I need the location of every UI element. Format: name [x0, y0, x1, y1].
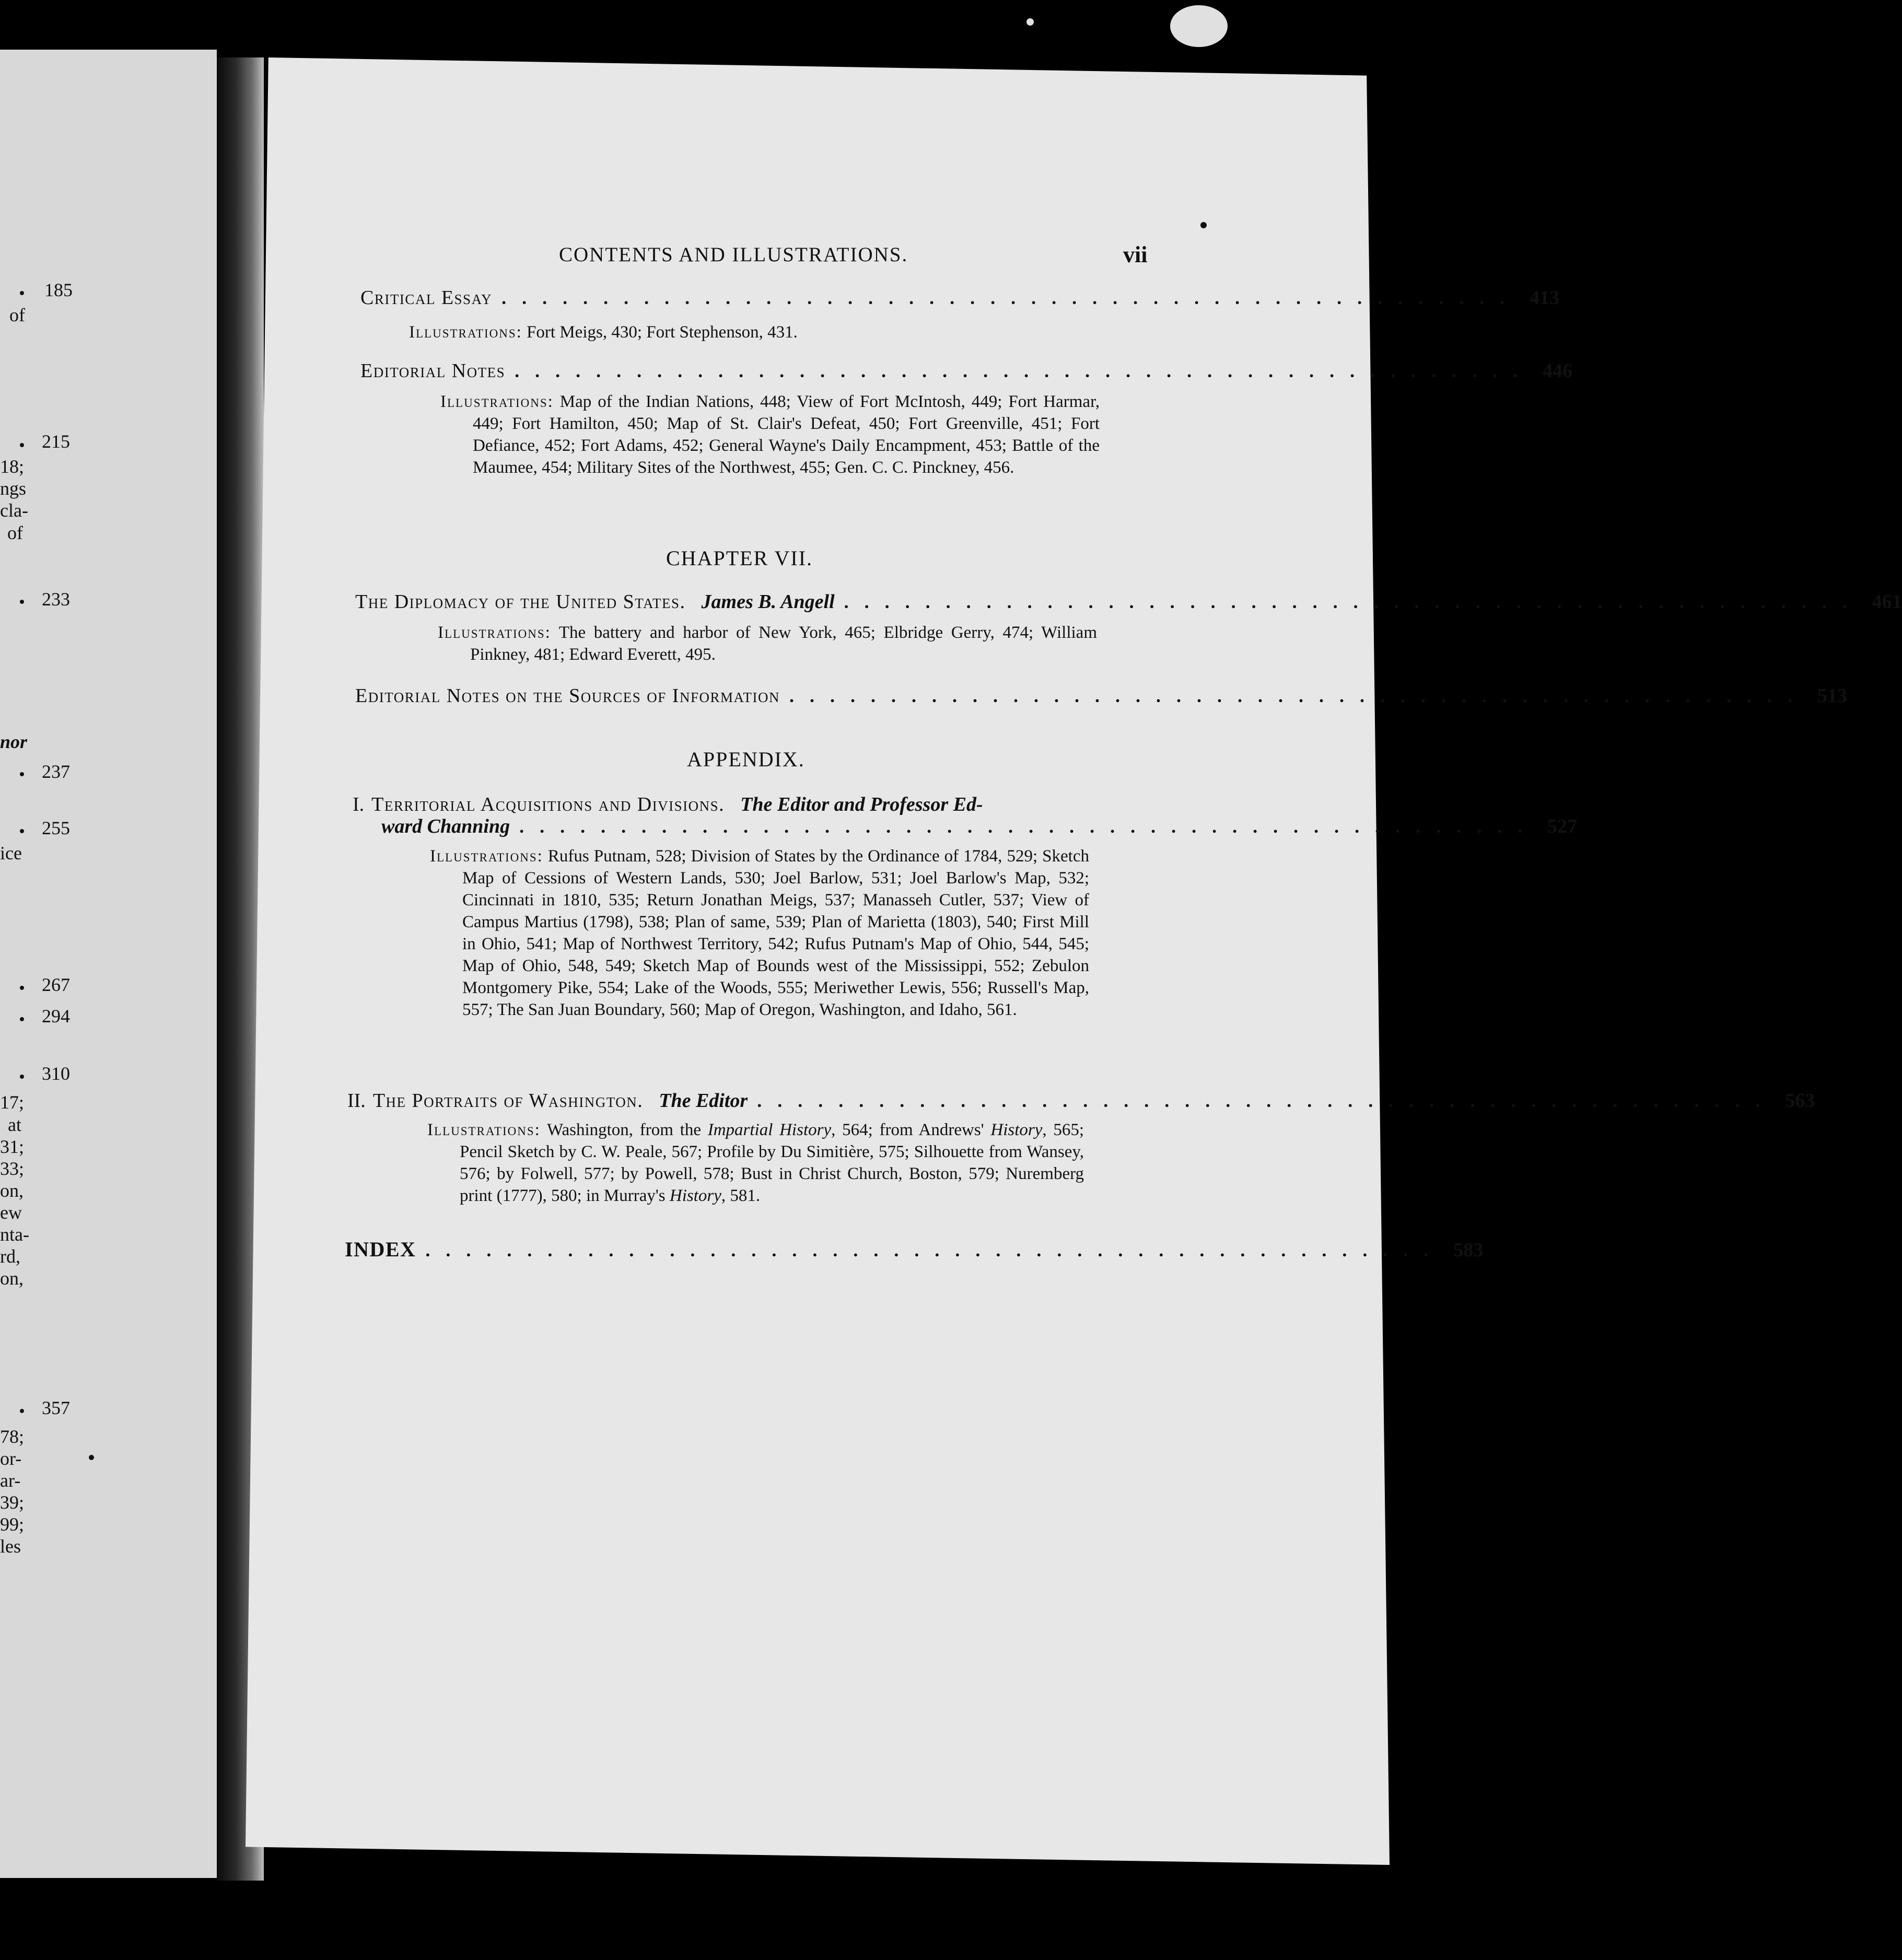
left-fragment: on,	[0, 1268, 24, 1289]
left-fragment: at	[8, 1114, 21, 1135]
illustrations-editorial-notes	[440, 391, 1100, 479]
toc-entry-territorial-line2	[381, 815, 1578, 838]
entry-title: Territorial Acquisitions and Divisions.	[371, 794, 725, 815]
illustrations-text: Rufus Putnam, 528; Division of States by the Ordinance of 1784, 529; Sketch Map of Cessions of Western Lands, 530; Joel Barlow, 531; Joel Barlow's Map, 532; Cincinnati in 1810, 535; Return Jonathan Meigs, 537; Manasseh Cutler, 537; View of Campus Martius (1798), 538; Plan of same, 539; Plan of Marietta (1803), 540; First Mill in Ohio, 541; Map of Northwest Territory, 542; Rufus Putnam's Map of Ohio, 544, 545; Map of Ohio, 548, 549; Sketch Map of Bounds west of the Mississippi, 552; Zebulon Montgomery Pike, 554; Lake of the Woods, 555; Meriwether Lewis, 556; Russell's Map, 557; The San Juan Boundary, 560; Map of Oregon, Washington, and Idaho, 561.	[462, 847, 1089, 1019]
left-fragment: 233	[42, 589, 70, 610]
left-fragment: ice	[0, 843, 22, 864]
page-number: vii	[1123, 242, 1148, 267]
entry-title: The Diplomacy of the United States.	[355, 591, 686, 613]
leader-dot	[20, 291, 24, 295]
entry-page: 527	[1547, 815, 1578, 837]
illustrations-label: Illustrations:	[438, 623, 551, 642]
entry-author: James B. Angell	[701, 591, 835, 613]
chapter-heading: CHAPTER VII.	[666, 546, 813, 570]
toc-entry-index	[345, 1237, 1484, 1262]
previous-page-edge	[0, 50, 217, 1878]
left-fragment: of	[7, 522, 23, 543]
left-fragment: 185	[44, 279, 73, 300]
illustrations-italic-title: Impartial History	[707, 1121, 832, 1139]
illustrations-italic-title: History	[990, 1121, 1043, 1139]
illustrations-label: Illustrations:	[409, 323, 522, 342]
illustrations-text: The battery and harbor of New York, 465; Elbridge Gerry, 474; William Pinkney, 481; Edward Everett, 495.	[470, 623, 1097, 664]
entry-title: Editorial Notes	[360, 360, 506, 382]
leader-dot	[20, 1075, 24, 1079]
dot-leader: ..................................................	[519, 816, 1538, 837]
left-fragment: 310	[42, 1063, 70, 1084]
entry-title: Critical Essay	[360, 287, 493, 309]
dot-leader: ..................................................	[757, 1090, 1776, 1111]
left-fragment: 99;	[0, 1514, 25, 1535]
entry-author-continued: ward Channing	[381, 815, 510, 837]
left-fragment: cla-	[0, 500, 28, 521]
left-fragment: ngs	[0, 478, 27, 499]
leader-dot	[20, 986, 24, 990]
entry-page: 446	[1543, 360, 1573, 382]
leader-dot	[20, 1017, 24, 1021]
entry-title: The Portraits of Washington.	[372, 1090, 644, 1112]
left-fragment: 215	[42, 431, 70, 452]
left-fragment: 33;	[0, 1158, 25, 1179]
left-fragment: nta-	[0, 1224, 29, 1245]
illustrations-label: Illustrations:	[440, 392, 554, 411]
stray-mark	[1200, 222, 1207, 228]
left-fragment: 18;	[0, 456, 25, 477]
dot-leader: ..................................................	[515, 360, 1534, 381]
toc-entry-portraits	[347, 1089, 1815, 1112]
paper-speck	[1170, 5, 1228, 47]
paper-speck	[1026, 18, 1034, 26]
left-fragment: 357	[42, 1397, 70, 1418]
illustrations-critical-essay	[409, 321, 1094, 343]
left-fragment: 39;	[0, 1492, 25, 1513]
left-fragment: 78;	[0, 1426, 25, 1447]
dot-leader: ..................................................	[789, 685, 1808, 706]
left-fragment: 237	[42, 761, 70, 782]
leader-dot	[20, 829, 24, 833]
dot-leader: ..................................................	[501, 287, 1521, 308]
left-fragment: 294	[42, 1006, 70, 1026]
entry-page: 583	[1453, 1239, 1484, 1261]
toc-entry-critical-essay	[360, 286, 1560, 309]
left-fragment: on,	[0, 1180, 24, 1201]
illustrations-label: Illustrations:	[430, 847, 543, 866]
toc-entry-territorial-line1	[353, 793, 1136, 816]
illustrations-label: Illustrations:	[427, 1121, 541, 1139]
illustrations-text: Washington, from the	[546, 1121, 708, 1139]
illustrations-text: , 564; from Andrews'	[831, 1121, 991, 1139]
illustrations-portraits	[427, 1119, 1084, 1207]
running-head: CONTENTS AND ILLUSTRATIONS.	[559, 243, 908, 266]
left-fragment: of	[9, 305, 25, 325]
stray-mark	[89, 1455, 94, 1460]
entry-title: Editorial Notes on the Sources of Information	[355, 685, 780, 707]
toc-entry-editorial-notes	[360, 359, 1573, 382]
entry-author: The Editor	[659, 1090, 748, 1112]
entry-numeral: I.	[353, 794, 365, 815]
leader-dot	[20, 443, 24, 447]
illustrations-text: Fort Meigs, 430; Fort Stephenson, 431.	[527, 323, 798, 342]
left-fragment: 255	[42, 818, 70, 838]
entry-author: The Editor and Professor Ed-	[740, 794, 983, 815]
left-fragment: les	[0, 1536, 21, 1557]
entry-title: INDEX	[345, 1238, 416, 1261]
illustrations-italic-title: History	[669, 1186, 721, 1205]
leader-dot	[20, 772, 24, 776]
dot-leader: ..................................................	[425, 1240, 1444, 1261]
illustrations-text: Map of the Indian Nations, 448; View of Fort McIntosh, 449; Fort Harmar, 449; Fort Hamilton, 450; Map of St. Clair's Defeat, 450; Fort Greenville, 451; Fort Defiance, 452; Fort Adams, 452; General Wayne's Daily Encampment, 453; Battle of the Maumee, 454; Military Sites of the Northwest, 455; Gen. C. C. Pinckney, 456.	[473, 392, 1100, 477]
left-fragment: 17;	[0, 1092, 25, 1113]
left-fragment: rd,	[0, 1246, 20, 1267]
toc-entry-diplomacy	[355, 590, 1902, 613]
left-fragment: 267	[42, 974, 70, 995]
illustrations-diplomacy	[438, 622, 1097, 666]
entry-numeral: II.	[347, 1090, 366, 1112]
left-fragment: ar-	[0, 1470, 21, 1491]
appendix-heading: APPENDIX.	[687, 748, 805, 771]
entry-page: 413	[1530, 287, 1560, 309]
left-fragment: 31;	[0, 1136, 25, 1157]
toc-entry-editorial-notes-sources	[355, 684, 1847, 707]
left-fragment: nor	[0, 731, 28, 752]
entry-page: 513	[1817, 685, 1847, 707]
dot-leader: ..................................................	[844, 591, 1863, 612]
left-fragment: or-	[0, 1448, 22, 1469]
leader-dot	[20, 600, 24, 604]
entry-page: 461	[1872, 591, 1902, 613]
illustrations-territorial	[430, 845, 1089, 1021]
entry-page: 563	[1785, 1090, 1815, 1112]
left-fragment: ew	[0, 1202, 22, 1223]
illustrations-text: , 565; Pencil Sketch by C. W. Peale, 567; Profile by Du Simitière, 575; Silhouette from Wansey, 576; by Folwell, 577; by Powell, 578; Bust in Christ Church, Boston, 579; Nuremberg print (1777), 580; in Murray's	[460, 1121, 1084, 1205]
leader-dot	[20, 1409, 24, 1413]
illustrations-text: , 581.	[721, 1186, 761, 1205]
